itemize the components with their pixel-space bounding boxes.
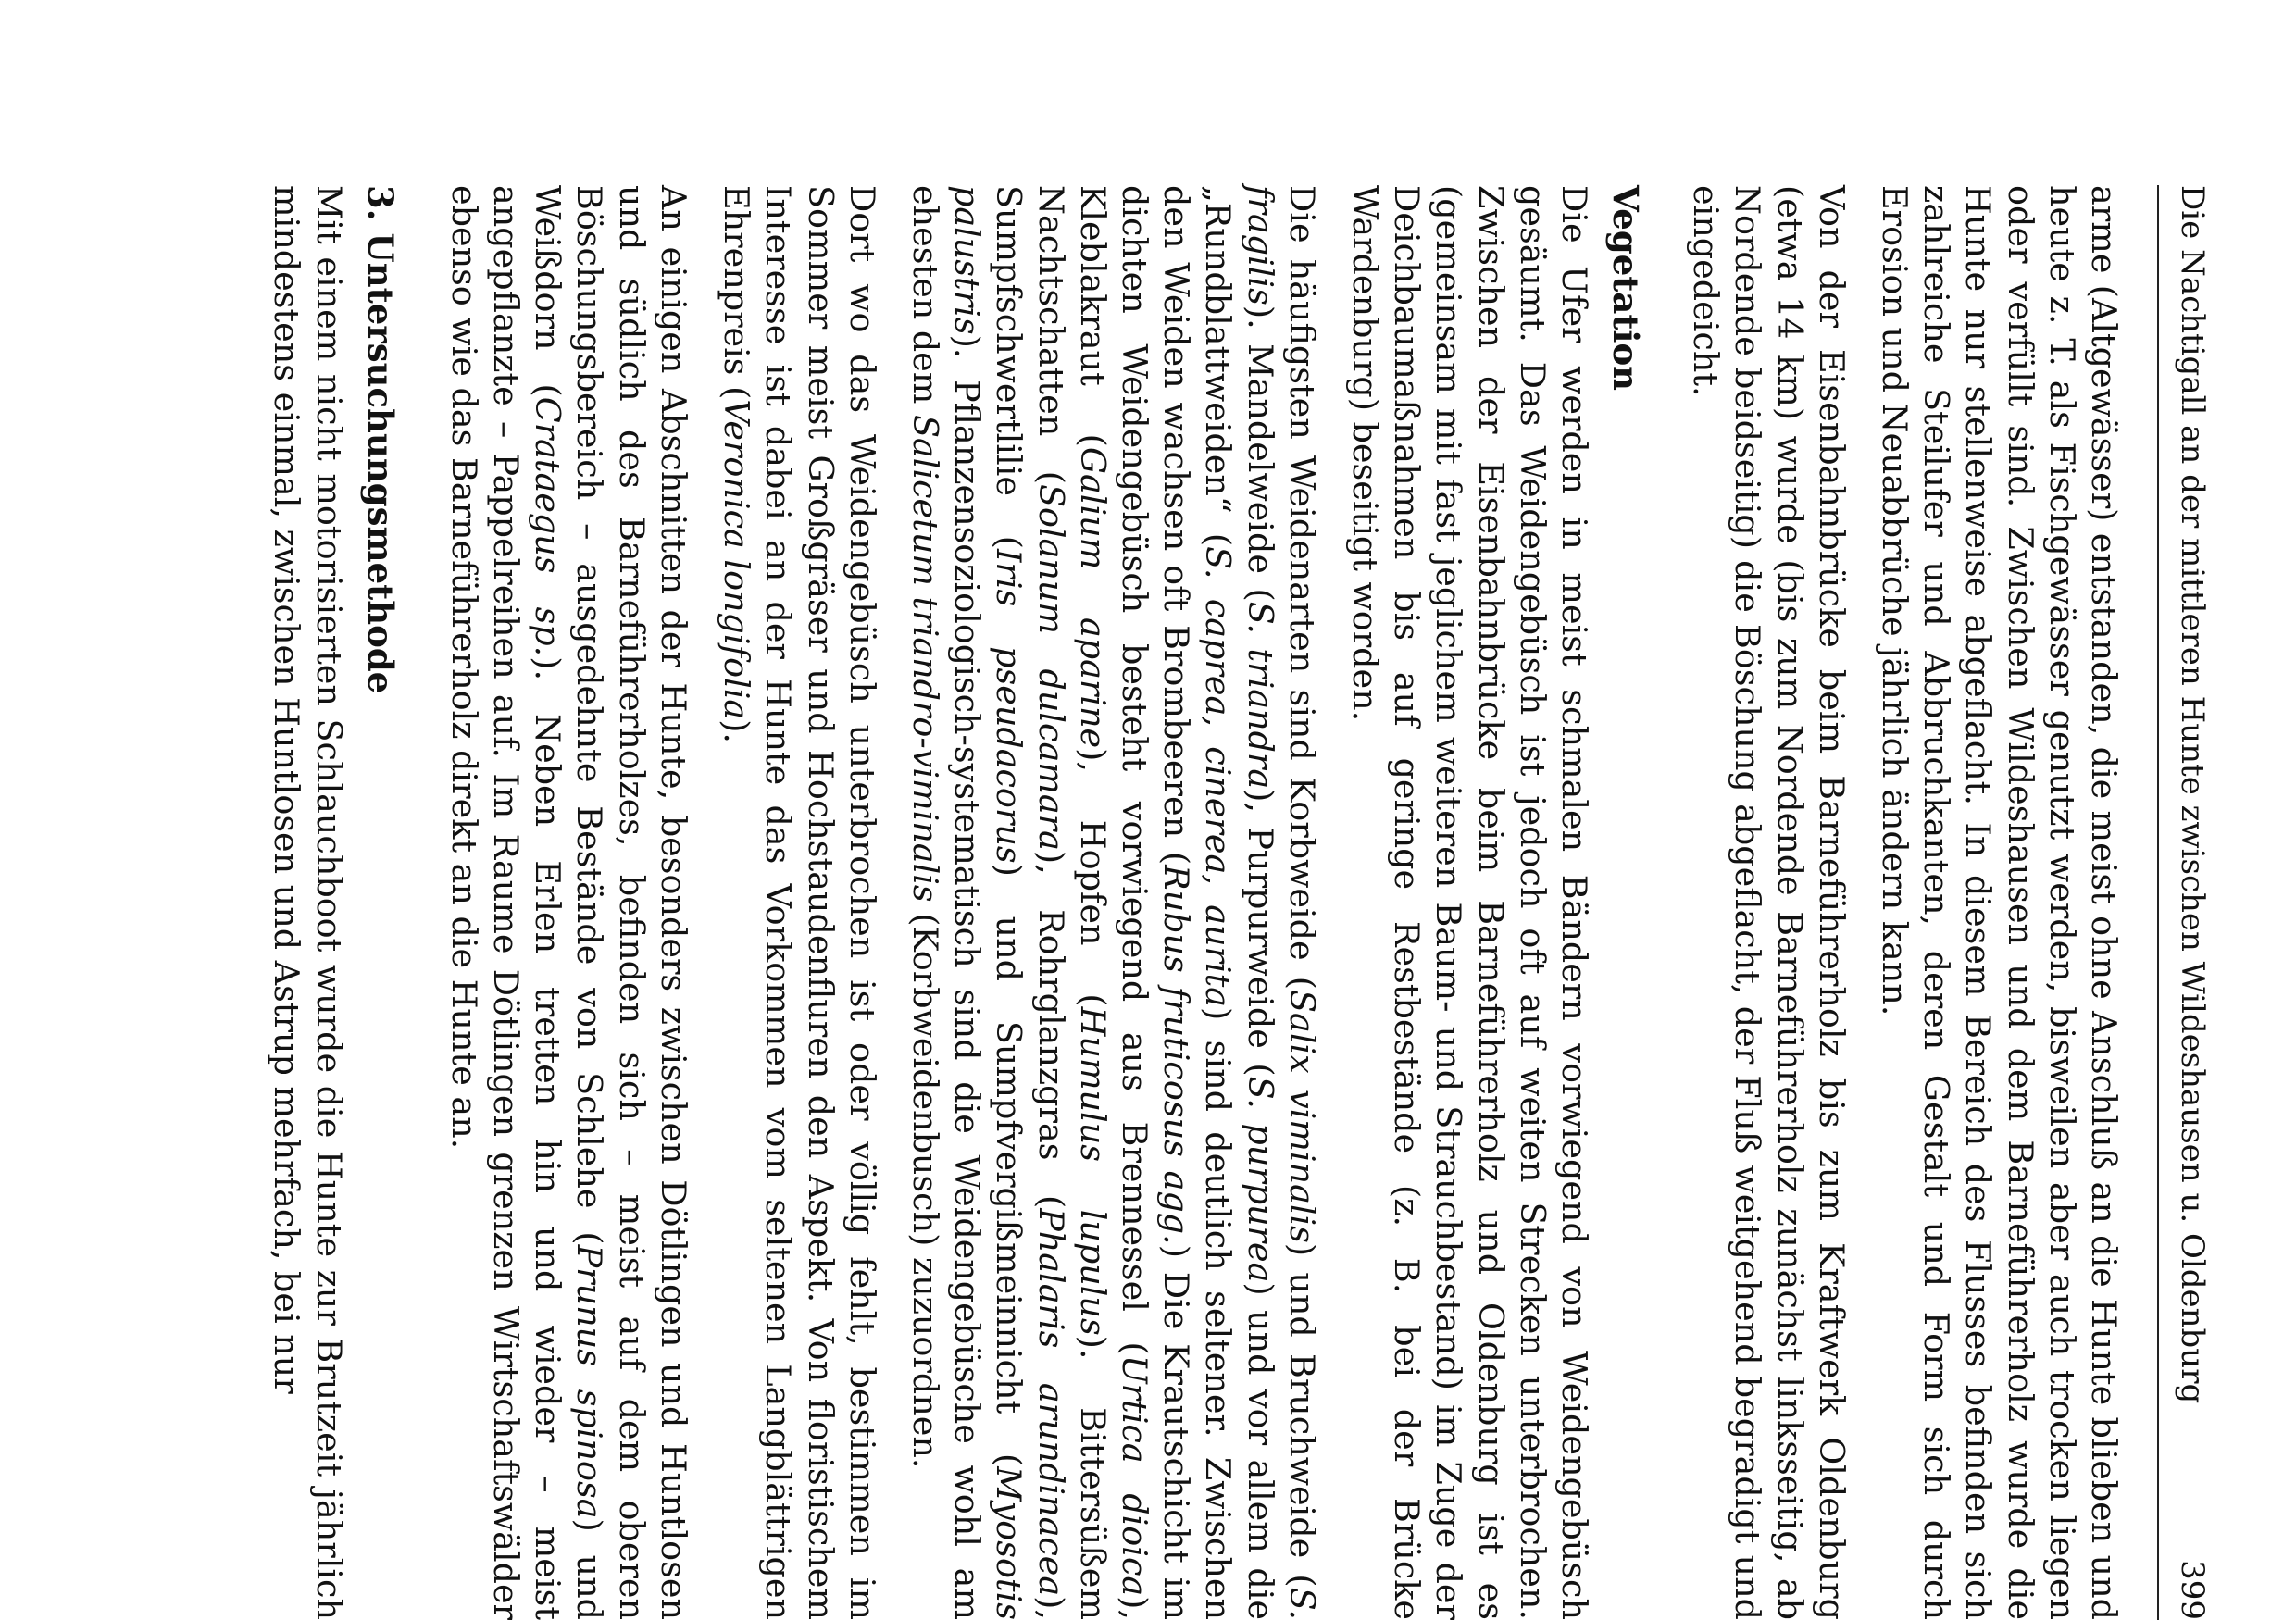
paragraph-ufer: Die Ufer werden in meist schmalen Bändern vorwiegend von Weidengebüsch gesäumt. Das Weidengebüsch ist jedoch oft auf weiten Strecken unterbrochen. Zwischen der Eisenbahnbrücke beim Barneführerholz und Oldenburg ist es (gemeinsam mit fast jeglichem weiteren Baum- und Strauchbestand) im Zuge der Deichbaumaßnahmen bis auf geringe Restbestände (z. B. bei der Brücke Wardenburg) beseitigt worden. <box>1344 185 1594 1620</box>
paragraph-altgewaesser: arme (Altgewässer) entstanden, die meist ohne Anschluß an die Hunte blieben und heute z. T. als Fischgewässer genutzt werden, bisweilen aber auch trocken liegen oder verfüllt sind. Zwischen Wildeshausen und dem Barneführerholz wurde die Hunte nur stellenweise abgeflacht. In diesem Bereich des Flusses befinden sich zahlreiche Steilufer und Abbruchkanten, deren Gestalt und Form sich durch Erosion und Neuabbrüche jährlich ändern kann. <box>1874 185 2124 1620</box>
species-name: Myosotis palustris <box>947 185 1029 1620</box>
paragraph-eisenbahnbruecke: Von der Eisenbahnbrücke beim Barneführerholz bis zum Kraftwerk Oldenburg (etwa 14 km) wurde (bis zum Nordende Barneführerholz zunächst linksseitig, ab Nordende beidseitig) die Böschung abgeflacht, der Fluß weitgehend begradigt und eingedeicht. <box>1686 185 1852 1620</box>
heading-untersuchungsmethode: 3. Untersuchungsmethode <box>359 185 401 694</box>
species-name: S. purpurea <box>1240 1076 1280 1283</box>
paragraph-methode: Mit einem nicht motorisierten Schlauchboot wurde die Hunte zur Brutzeit jährlich mindestens einmal, zwischen Huntlosen und Astrup mehrfach, bei nur <box>267 185 349 1620</box>
species-name: Urtica dioica <box>1114 1354 1154 1597</box>
body-text <box>244 185 2125 1620</box>
species-name: Salicetum triandro-viminalis <box>905 415 945 903</box>
species-name: S. caprea, cinerea, aurita <box>1198 546 1239 1008</box>
species-name: Crataegus sp. <box>528 396 568 657</box>
running-header <box>2157 185 2211 1620</box>
species-name: S. fragilis <box>1240 185 1322 1620</box>
species-name: Rubus fruticosus agg. <box>1156 865 1197 1245</box>
paragraph-weidenarten: Die häufigsten Weidenarten sind Korbweide (Salix viminalis) und Bruchweide (S. fragilis). Mandelweide (S. triandra), Purpurweide (S. purpurea) und vor allem die „Rundblattweiden“ (S. caprea, cinerea, aurita) sind deutlich seltener. Zwischen den Weiden wachsen oft Brombeeren (Rubus fruticosus agg.) Die Krautschicht im dichten Weidengebüsch besteht vorwiegend aus Brennessel (Urtica dioica), Kleblakraut (Galium aparine), Hopfen (Humulus lupulus). Bittersüßem Nachtschatten (Solanum dulcamara), Rohrglanzgras (Phalaris arundinacea), Sumpfschwertlilie (Iris pseudacorus) und Sumpfvergißmeinnicht (Myosotis palustris). Pflanzensoziologisch-systematisch sind die Weidengebüsche wohl am ehesten dem Salicetum triandro-viminalis (Korbweidenbusch) zuzuordnen. <box>905 185 1322 1620</box>
species-name: Salix viminalis <box>1281 990 1322 1243</box>
species-name: Galium aparine <box>1072 446 1113 749</box>
species-name: Phalaris arundinacea <box>1030 1208 1071 1597</box>
paragraph-abschnitte: An einigen Abschnitten der Hunte, besonders zwischen Dötlingen und Huntlosen und südlich des Barneführerholzes, befinden sich – meist auf dem oberen Böschungsbereich – ausgedehnte Bestände von Schlehe (Prunus spinosa) und Weißdorn (Crataegus sp.). Neben Erlen tretten hin und wieder – meist angepflanzte – Pappelreihen auf. Im Raume Dötlingen grenzen Wirtschaftswälder ebenso wie das Barneführerholz direkt an die Hunte an. <box>443 185 693 1620</box>
paragraph-grossgraeser: Dort wo das Weidengebüsch unterbrochen ist oder völlig fehlt, bestimmen im Sommer meist Großgräser und Hochstaudenfluren den Aspekt. Von floristischem Interesse ist dabei an der Hunte das Vorkommen vom seltenen Langblättrigen Ehrenpreis (Veronica longifolia). <box>717 185 882 1620</box>
page-number: 399 <box>2174 1560 2211 1620</box>
species-name: Iris pseudacorus <box>989 549 1029 864</box>
running-title: Die Nachtigall an der mittleren Hunte zwischen Wildeshausen u. Oldenburg <box>2174 185 2211 1404</box>
species-name: S. triandra <box>1240 601 1280 790</box>
species-name: Veronica longifolia <box>717 399 757 720</box>
heading-vegetation: Vegetation <box>1604 185 1646 392</box>
species-name: Humulus lupulus <box>1072 1006 1113 1336</box>
species-name: Solanum dulcamara <box>1030 483 1071 851</box>
species-name: Prunus spinosa <box>569 1244 610 1519</box>
